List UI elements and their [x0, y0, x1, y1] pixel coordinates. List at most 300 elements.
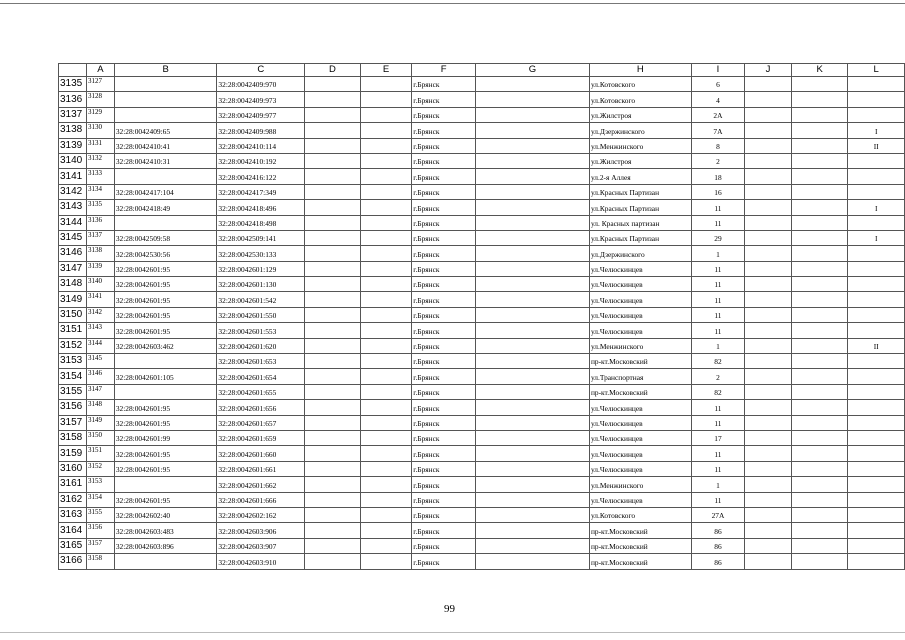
column-header-b[interactable]: B: [114, 64, 217, 77]
cell-c[interactable]: 32:28:0042603:906: [217, 523, 305, 538]
cell-e[interactable]: [360, 446, 412, 461]
cell-b[interactable]: 32:28:0042601:95: [114, 492, 217, 507]
cell-l[interactable]: [848, 369, 905, 384]
cell-d[interactable]: [305, 323, 361, 338]
cell-f[interactable]: г.Брянск: [412, 461, 476, 476]
cell-b[interactable]: [114, 554, 217, 569]
cell-d[interactable]: [305, 307, 361, 322]
row-number[interactable]: 3156: [59, 400, 87, 415]
cell-h[interactable]: ул.Челюскинцев: [589, 307, 691, 322]
cell-l[interactable]: [848, 400, 905, 415]
cell-i[interactable]: 82: [691, 354, 745, 369]
cell-d[interactable]: [305, 492, 361, 507]
cell-a[interactable]: 3132: [86, 153, 114, 168]
cell-g[interactable]: [475, 446, 589, 461]
cell-f[interactable]: г.Брянск: [412, 200, 476, 215]
cell-a[interactable]: 3131: [86, 138, 114, 153]
cell-f[interactable]: г.Брянск: [412, 77, 476, 92]
cell-k[interactable]: [791, 92, 848, 107]
cell-b[interactable]: 32:28:0042410:31: [114, 153, 217, 168]
cell-b[interactable]: 32:28:0042601:105: [114, 369, 217, 384]
cell-g[interactable]: [475, 354, 589, 369]
cell-j[interactable]: [745, 77, 792, 92]
cell-j[interactable]: [745, 184, 792, 199]
cell-e[interactable]: [360, 415, 412, 430]
cell-e[interactable]: [360, 369, 412, 384]
cell-f[interactable]: г.Брянск: [412, 446, 476, 461]
row-number[interactable]: 3139: [59, 138, 87, 153]
cell-h[interactable]: ул.Транспортная: [589, 369, 691, 384]
cell-d[interactable]: [305, 554, 361, 569]
cell-l[interactable]: [848, 446, 905, 461]
cell-a[interactable]: 3138: [86, 246, 114, 261]
cell-g[interactable]: [475, 554, 589, 569]
cell-c[interactable]: 32:28:0042603:910: [217, 554, 305, 569]
cell-g[interactable]: [475, 169, 589, 184]
cell-d[interactable]: [305, 77, 361, 92]
cell-j[interactable]: [745, 354, 792, 369]
cell-k[interactable]: [791, 200, 848, 215]
cell-h[interactable]: ул.Дзержинского: [589, 123, 691, 138]
cell-h[interactable]: ул.Менжинского: [589, 338, 691, 353]
cell-k[interactable]: [791, 523, 848, 538]
cell-g[interactable]: [475, 492, 589, 507]
cell-e[interactable]: [360, 323, 412, 338]
cell-k[interactable]: [791, 384, 848, 399]
cell-d[interactable]: [305, 169, 361, 184]
row-number[interactable]: 3146: [59, 246, 87, 261]
cell-l[interactable]: II: [848, 138, 905, 153]
cell-k[interactable]: [791, 554, 848, 569]
cell-f[interactable]: г.Брянск: [412, 538, 476, 553]
cell-d[interactable]: [305, 292, 361, 307]
cell-j[interactable]: [745, 261, 792, 276]
column-header-c[interactable]: C: [217, 64, 305, 77]
row-number[interactable]: 3159: [59, 446, 87, 461]
cell-b[interactable]: 32:28:0042601:95: [114, 446, 217, 461]
cell-e[interactable]: [360, 538, 412, 553]
cell-d[interactable]: [305, 415, 361, 430]
cell-d[interactable]: [305, 507, 361, 522]
cell-b[interactable]: [114, 384, 217, 399]
row-number[interactable]: 3163: [59, 507, 87, 522]
cell-h[interactable]: ул. Красных партизан: [589, 215, 691, 230]
row-number[interactable]: 3165: [59, 538, 87, 553]
cell-k[interactable]: [791, 215, 848, 230]
cell-h[interactable]: ул.Челюскинцев: [589, 492, 691, 507]
cell-l[interactable]: [848, 277, 905, 292]
cell-f[interactable]: г.Брянск: [412, 123, 476, 138]
cell-l[interactable]: [848, 507, 905, 522]
cell-k[interactable]: [791, 477, 848, 492]
cell-g[interactable]: [475, 215, 589, 230]
cell-g[interactable]: [475, 523, 589, 538]
cell-g[interactable]: [475, 384, 589, 399]
cell-a[interactable]: 3152: [86, 461, 114, 476]
cell-a[interactable]: 3148: [86, 400, 114, 415]
cell-c[interactable]: 32:28:0042601:656: [217, 400, 305, 415]
cell-c[interactable]: 32:28:0042602:162: [217, 507, 305, 522]
cell-h[interactable]: ул.Челюскинцев: [589, 261, 691, 276]
cell-b[interactable]: 32:28:0042409:65: [114, 123, 217, 138]
cell-e[interactable]: [360, 430, 412, 445]
cell-e[interactable]: [360, 507, 412, 522]
cell-i[interactable]: 11: [691, 415, 745, 430]
cell-f[interactable]: г.Брянск: [412, 277, 476, 292]
cell-e[interactable]: [360, 477, 412, 492]
cell-d[interactable]: [305, 277, 361, 292]
cell-b[interactable]: [114, 92, 217, 107]
cell-j[interactable]: [745, 554, 792, 569]
cell-l[interactable]: [848, 554, 905, 569]
cell-g[interactable]: [475, 369, 589, 384]
row-number[interactable]: 3137: [59, 107, 87, 122]
cell-f[interactable]: г.Брянск: [412, 169, 476, 184]
cell-a[interactable]: 3149: [86, 415, 114, 430]
cell-c[interactable]: 32:28:0042601:659: [217, 430, 305, 445]
cell-c[interactable]: 32:28:0042601:553: [217, 323, 305, 338]
cell-i[interactable]: 11: [691, 200, 745, 215]
cell-g[interactable]: [475, 430, 589, 445]
cell-k[interactable]: [791, 415, 848, 430]
cell-b[interactable]: [114, 77, 217, 92]
cell-b[interactable]: 32:28:0042601:95: [114, 292, 217, 307]
cell-e[interactable]: [360, 400, 412, 415]
cell-k[interactable]: [791, 261, 848, 276]
cell-c[interactable]: 32:28:0042410:114: [217, 138, 305, 153]
cell-a[interactable]: 3136: [86, 215, 114, 230]
cell-j[interactable]: [745, 323, 792, 338]
cell-e[interactable]: [360, 554, 412, 569]
cell-e[interactable]: [360, 307, 412, 322]
cell-j[interactable]: [745, 107, 792, 122]
cell-e[interactable]: [360, 200, 412, 215]
cell-e[interactable]: [360, 523, 412, 538]
cell-e[interactable]: [360, 184, 412, 199]
cell-h[interactable]: ул.Челюскинцев: [589, 430, 691, 445]
cell-d[interactable]: [305, 246, 361, 261]
row-number[interactable]: 3155: [59, 384, 87, 399]
cell-c[interactable]: 32:28:0042601:666: [217, 492, 305, 507]
cell-h[interactable]: ул.Челюскинцев: [589, 446, 691, 461]
cell-c[interactable]: 32:28:0042530:133: [217, 246, 305, 261]
cell-j[interactable]: [745, 123, 792, 138]
cell-j[interactable]: [745, 200, 792, 215]
cell-c[interactable]: 32:28:0042601:661: [217, 461, 305, 476]
cell-a[interactable]: 3134: [86, 184, 114, 199]
cell-k[interactable]: [791, 354, 848, 369]
cell-d[interactable]: [305, 384, 361, 399]
row-number[interactable]: 3151: [59, 323, 87, 338]
cell-i[interactable]: 4: [691, 92, 745, 107]
cell-h[interactable]: ул.Красных Партизан: [589, 184, 691, 199]
cell-c[interactable]: 32:28:0042601:129: [217, 261, 305, 276]
cell-h[interactable]: ул.Челюскинцев: [589, 415, 691, 430]
cell-k[interactable]: [791, 277, 848, 292]
cell-d[interactable]: [305, 123, 361, 138]
cell-d[interactable]: [305, 400, 361, 415]
row-number[interactable]: 3143: [59, 200, 87, 215]
cell-l[interactable]: [848, 492, 905, 507]
cell-j[interactable]: [745, 307, 792, 322]
cell-l[interactable]: [848, 107, 905, 122]
cell-d[interactable]: [305, 430, 361, 445]
cell-g[interactable]: [475, 246, 589, 261]
cell-d[interactable]: [305, 107, 361, 122]
cell-e[interactable]: [360, 230, 412, 245]
cell-j[interactable]: [745, 477, 792, 492]
cell-c[interactable]: 32:28:0042601:542: [217, 292, 305, 307]
cell-i[interactable]: 29: [691, 230, 745, 245]
cell-e[interactable]: [360, 123, 412, 138]
cell-h[interactable]: ул.Челюскинцев: [589, 323, 691, 338]
cell-i[interactable]: 18: [691, 169, 745, 184]
column-header-h[interactable]: H: [589, 64, 691, 77]
column-header-g[interactable]: G: [475, 64, 589, 77]
cell-k[interactable]: [791, 230, 848, 245]
cell-a[interactable]: 3158: [86, 554, 114, 569]
cell-k[interactable]: [791, 492, 848, 507]
cell-i[interactable]: 11: [691, 307, 745, 322]
cell-b[interactable]: 32:28:0042602:40: [114, 507, 217, 522]
cell-i[interactable]: 17: [691, 430, 745, 445]
cell-b[interactable]: 32:28:0042601:95: [114, 461, 217, 476]
cell-d[interactable]: [305, 261, 361, 276]
cell-j[interactable]: [745, 523, 792, 538]
cell-g[interactable]: [475, 261, 589, 276]
cell-k[interactable]: [791, 107, 848, 122]
cell-e[interactable]: [360, 77, 412, 92]
cell-g[interactable]: [475, 200, 589, 215]
cell-f[interactable]: г.Брянск: [412, 215, 476, 230]
cell-a[interactable]: 3145: [86, 354, 114, 369]
cell-i[interactable]: 2А: [691, 107, 745, 122]
cell-g[interactable]: [475, 184, 589, 199]
cell-c[interactable]: 32:28:0042418:498: [217, 215, 305, 230]
row-number[interactable]: 3138: [59, 123, 87, 138]
cell-a[interactable]: 3137: [86, 230, 114, 245]
cell-i[interactable]: 11: [691, 215, 745, 230]
cell-h[interactable]: ул.Менжинского: [589, 138, 691, 153]
cell-f[interactable]: г.Брянск: [412, 246, 476, 261]
cell-a[interactable]: 3157: [86, 538, 114, 553]
row-number[interactable]: 3152: [59, 338, 87, 353]
cell-j[interactable]: [745, 169, 792, 184]
cell-a[interactable]: 3135: [86, 200, 114, 215]
column-header-k[interactable]: K: [791, 64, 848, 77]
cell-i[interactable]: 1: [691, 246, 745, 261]
cell-l[interactable]: [848, 92, 905, 107]
cell-b[interactable]: 32:28:0042601:95: [114, 323, 217, 338]
cell-a[interactable]: 3143: [86, 323, 114, 338]
row-number[interactable]: 3154: [59, 369, 87, 384]
cell-l[interactable]: [848, 292, 905, 307]
cell-l[interactable]: [848, 461, 905, 476]
cell-f[interactable]: г.Брянск: [412, 184, 476, 199]
cell-g[interactable]: [475, 107, 589, 122]
cell-h[interactable]: ул.Челюскинцев: [589, 277, 691, 292]
cell-c[interactable]: 32:28:0042410:192: [217, 153, 305, 168]
cell-b[interactable]: 32:28:0042603:896: [114, 538, 217, 553]
row-number[interactable]: 3141: [59, 169, 87, 184]
cell-a[interactable]: 3144: [86, 338, 114, 353]
cell-a[interactable]: 3127: [86, 77, 114, 92]
cell-k[interactable]: [791, 292, 848, 307]
cell-k[interactable]: [791, 538, 848, 553]
cell-j[interactable]: [745, 507, 792, 522]
row-number[interactable]: 3136: [59, 92, 87, 107]
cell-k[interactable]: [791, 507, 848, 522]
cell-b[interactable]: 32:28:0042530:56: [114, 246, 217, 261]
cell-d[interactable]: [305, 153, 361, 168]
cell-d[interactable]: [305, 446, 361, 461]
cell-a[interactable]: 3141: [86, 292, 114, 307]
cell-i[interactable]: 11: [691, 323, 745, 338]
cell-g[interactable]: [475, 92, 589, 107]
cell-l[interactable]: I: [848, 200, 905, 215]
cell-e[interactable]: [360, 169, 412, 184]
cell-a[interactable]: 3150: [86, 430, 114, 445]
row-number[interactable]: 3166: [59, 554, 87, 569]
cell-f[interactable]: г.Брянск: [412, 230, 476, 245]
cell-k[interactable]: [791, 307, 848, 322]
cell-e[interactable]: [360, 246, 412, 261]
cell-h[interactable]: пр-кт.Московский: [589, 538, 691, 553]
cell-j[interactable]: [745, 215, 792, 230]
row-number[interactable]: 3164: [59, 523, 87, 538]
cell-l[interactable]: [848, 430, 905, 445]
cell-f[interactable]: г.Брянск: [412, 354, 476, 369]
cell-f[interactable]: г.Брянск: [412, 338, 476, 353]
cell-g[interactable]: [475, 277, 589, 292]
cell-c[interactable]: 32:28:0042409:970: [217, 77, 305, 92]
cell-j[interactable]: [745, 153, 792, 168]
cell-c[interactable]: 32:28:0042601:662: [217, 477, 305, 492]
cell-b[interactable]: [114, 215, 217, 230]
row-number[interactable]: 3144: [59, 215, 87, 230]
cell-g[interactable]: [475, 415, 589, 430]
cell-i[interactable]: 86: [691, 523, 745, 538]
cell-e[interactable]: [360, 354, 412, 369]
cell-b[interactable]: 32:28:0042509:58: [114, 230, 217, 245]
cell-i[interactable]: 2: [691, 369, 745, 384]
cell-i[interactable]: 86: [691, 538, 745, 553]
cell-j[interactable]: [745, 277, 792, 292]
cell-e[interactable]: [360, 292, 412, 307]
cell-e[interactable]: [360, 492, 412, 507]
cell-j[interactable]: [745, 246, 792, 261]
cell-a[interactable]: 3129: [86, 107, 114, 122]
cell-h[interactable]: ул.Котовского: [589, 92, 691, 107]
cell-k[interactable]: [791, 430, 848, 445]
cell-i[interactable]: 6: [691, 77, 745, 92]
cell-k[interactable]: [791, 169, 848, 184]
cell-a[interactable]: 3155: [86, 507, 114, 522]
row-number[interactable]: 3160: [59, 461, 87, 476]
cell-g[interactable]: [475, 292, 589, 307]
cell-l[interactable]: [848, 538, 905, 553]
cell-k[interactable]: [791, 153, 848, 168]
cell-a[interactable]: 3128: [86, 92, 114, 107]
cell-h[interactable]: пр-кт.Московский: [589, 354, 691, 369]
cell-f[interactable]: г.Брянск: [412, 307, 476, 322]
cell-j[interactable]: [745, 384, 792, 399]
row-number[interactable]: 3147: [59, 261, 87, 276]
cell-h[interactable]: ул.Челюскинцев: [589, 400, 691, 415]
cell-a[interactable]: 3147: [86, 384, 114, 399]
cell-b[interactable]: 32:28:0042410:41: [114, 138, 217, 153]
cell-d[interactable]: [305, 538, 361, 553]
cell-h[interactable]: ул.Менжинского: [589, 477, 691, 492]
cell-j[interactable]: [745, 338, 792, 353]
cell-k[interactable]: [791, 184, 848, 199]
cell-g[interactable]: [475, 138, 589, 153]
cell-g[interactable]: [475, 123, 589, 138]
cell-b[interactable]: [114, 169, 217, 184]
cell-g[interactable]: [475, 477, 589, 492]
cell-f[interactable]: г.Брянск: [412, 477, 476, 492]
cell-e[interactable]: [360, 138, 412, 153]
cell-f[interactable]: г.Брянск: [412, 292, 476, 307]
cell-f[interactable]: г.Брянск: [412, 507, 476, 522]
cell-a[interactable]: 3154: [86, 492, 114, 507]
corner-cell[interactable]: [59, 64, 87, 77]
cell-c[interactable]: 32:28:0042409:977: [217, 107, 305, 122]
cell-k[interactable]: [791, 338, 848, 353]
cell-i[interactable]: 7А: [691, 123, 745, 138]
row-number[interactable]: 3150: [59, 307, 87, 322]
cell-k[interactable]: [791, 446, 848, 461]
column-header-d[interactable]: D: [305, 64, 361, 77]
cell-a[interactable]: 3156: [86, 523, 114, 538]
cell-k[interactable]: [791, 246, 848, 261]
cell-j[interactable]: [745, 92, 792, 107]
cell-c[interactable]: 32:28:0042601:654: [217, 369, 305, 384]
cell-g[interactable]: [475, 230, 589, 245]
cell-e[interactable]: [360, 92, 412, 107]
row-number[interactable]: 3153: [59, 354, 87, 369]
cell-h[interactable]: ул.Челюскинцев: [589, 461, 691, 476]
cell-b[interactable]: 32:28:0042417:104: [114, 184, 217, 199]
cell-g[interactable]: [475, 77, 589, 92]
cell-c[interactable]: 32:28:0042601:657: [217, 415, 305, 430]
cell-i[interactable]: 11: [691, 277, 745, 292]
cell-j[interactable]: [745, 430, 792, 445]
row-number[interactable]: 3142: [59, 184, 87, 199]
cell-b[interactable]: [114, 354, 217, 369]
cell-j[interactable]: [745, 415, 792, 430]
cell-a[interactable]: 3130: [86, 123, 114, 138]
cell-l[interactable]: [848, 153, 905, 168]
cell-i[interactable]: 16: [691, 184, 745, 199]
cell-i[interactable]: 11: [691, 446, 745, 461]
cell-b[interactable]: 32:28:0042603:483: [114, 523, 217, 538]
cell-l[interactable]: [848, 384, 905, 399]
cell-a[interactable]: 3133: [86, 169, 114, 184]
column-header-e[interactable]: E: [360, 64, 412, 77]
cell-j[interactable]: [745, 292, 792, 307]
column-header-f[interactable]: F: [412, 64, 476, 77]
cell-d[interactable]: [305, 138, 361, 153]
cell-d[interactable]: [305, 230, 361, 245]
cell-f[interactable]: г.Брянск: [412, 400, 476, 415]
cell-b[interactable]: 32:28:0042601:95: [114, 307, 217, 322]
cell-b[interactable]: 32:28:0042601:95: [114, 415, 217, 430]
cell-b[interactable]: 32:28:0042601:99: [114, 430, 217, 445]
cell-c[interactable]: 32:28:0042601:620: [217, 338, 305, 353]
cell-b[interactable]: [114, 107, 217, 122]
cell-c[interactable]: 32:28:0042509:141: [217, 230, 305, 245]
